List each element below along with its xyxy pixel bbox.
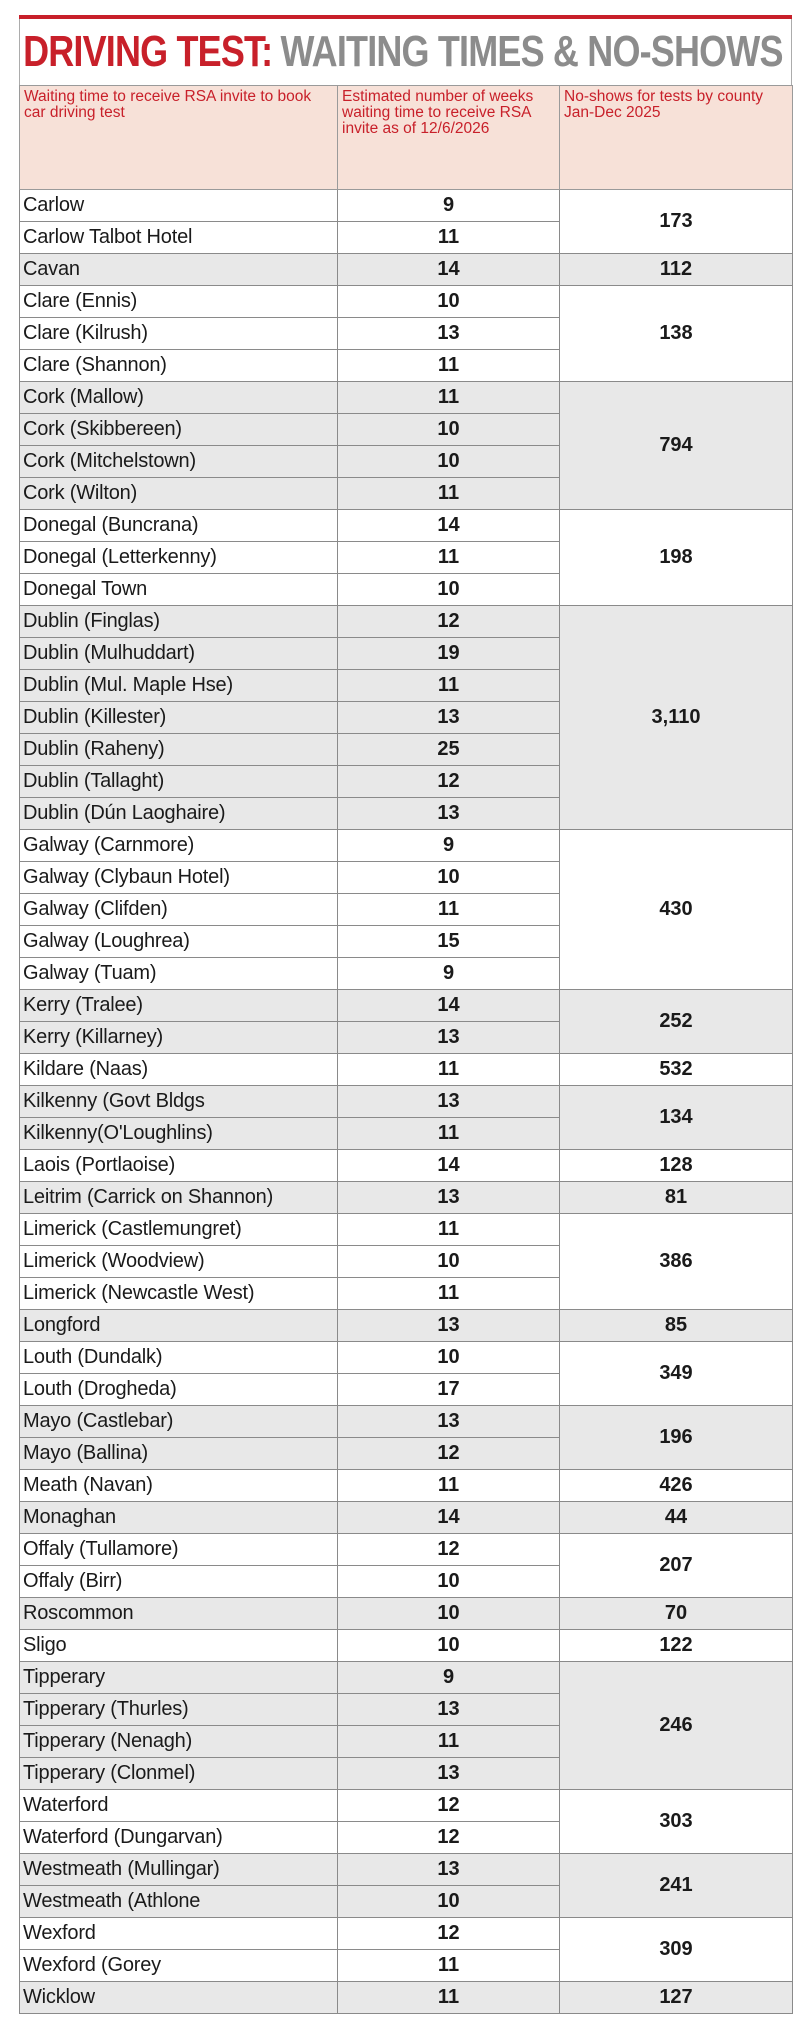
test-centre-name: Westmeath (Mullingar)	[20, 1854, 338, 1886]
county-no-shows-value: 44	[560, 1502, 793, 1534]
test-centre-name: Dublin (Tallaght)	[20, 766, 338, 798]
weeks-waiting-value: 25	[338, 734, 560, 766]
test-centre-name: Clare (Kilrush)	[20, 318, 338, 350]
county-no-shows-value: 430	[560, 830, 793, 990]
test-centre-name: Kilkenny (Govt Bldgs	[20, 1086, 338, 1118]
test-centre-name: Wexford	[20, 1918, 338, 1950]
test-centre-name: Galway (Clybaun Hotel)	[20, 862, 338, 894]
county-no-shows-value: 198	[560, 510, 793, 606]
weeks-waiting-value: 10	[338, 1886, 560, 1918]
test-centre-name: Limerick (Woodview)	[20, 1246, 338, 1278]
weeks-waiting-value: 11	[338, 382, 560, 414]
county-no-shows-value: 196	[560, 1406, 793, 1470]
county-no-shows-value: 81	[560, 1182, 793, 1214]
table-row	[20, 1534, 793, 1566]
county-no-shows-value: 532	[560, 1054, 793, 1086]
table-row	[20, 830, 793, 862]
test-centre-name: Dublin (Dún Laoghaire)	[20, 798, 338, 830]
title-highlight: DRIVING TEST:	[23, 27, 273, 76]
table-row	[20, 1982, 793, 2014]
table-row	[20, 990, 793, 1022]
test-centre-name: Sligo	[20, 1630, 338, 1662]
test-centre-name: Tipperary (Clonmel)	[20, 1758, 338, 1790]
table-row	[20, 1854, 793, 1886]
county-no-shows-value: 122	[560, 1630, 793, 1662]
test-centre-name: Galway (Tuam)	[20, 958, 338, 990]
header-row	[20, 86, 793, 190]
weeks-waiting-value: 13	[338, 1406, 560, 1438]
county-no-shows-value: 112	[560, 254, 793, 286]
test-centre-name: Tipperary	[20, 1662, 338, 1694]
test-centre-name: Cork (Mitchelstown)	[20, 446, 338, 478]
weeks-waiting-value: 14	[338, 990, 560, 1022]
weeks-waiting-value: 19	[338, 638, 560, 670]
county-no-shows-value: 309	[560, 1918, 793, 1982]
weeks-waiting-value: 17	[338, 1374, 560, 1406]
weeks-waiting-value: 10	[338, 1566, 560, 1598]
test-centre-name: Donegal Town	[20, 574, 338, 606]
test-centre-name: Wexford (Gorey	[20, 1950, 338, 1982]
test-centre-name: Dublin (Raheny)	[20, 734, 338, 766]
test-centre-name: Kerry (Killarney)	[20, 1022, 338, 1054]
weeks-waiting-value: 15	[338, 926, 560, 958]
table-row	[20, 1342, 793, 1374]
weeks-waiting-value: 9	[338, 190, 560, 222]
weeks-waiting-value: 11	[338, 1982, 560, 2014]
weeks-waiting-value: 12	[338, 1918, 560, 1950]
test-centre-name: Meath (Navan)	[20, 1470, 338, 1502]
test-centre-name: Carlow Talbot Hotel	[20, 222, 338, 254]
table-row	[20, 1054, 793, 1086]
table-row	[20, 1630, 793, 1662]
weeks-waiting-value: 10	[338, 1598, 560, 1630]
weeks-waiting-value: 11	[338, 350, 560, 382]
test-centre-name: Donegal (Buncrana)	[20, 510, 338, 542]
table-row	[20, 1406, 793, 1438]
test-centre-name: Dublin (Finglas)	[20, 606, 338, 638]
test-centre-name: Kildare (Naas)	[20, 1054, 338, 1086]
weeks-waiting-value: 11	[338, 670, 560, 702]
table-row	[20, 1214, 793, 1246]
weeks-waiting-value: 10	[338, 1342, 560, 1374]
weeks-waiting-value: 13	[338, 1310, 560, 1342]
weeks-waiting-value: 12	[338, 766, 560, 798]
test-centre-name: Clare (Shannon)	[20, 350, 338, 382]
test-centre-name: Kerry (Tralee)	[20, 990, 338, 1022]
test-centre-name: Waterford (Dungarvan)	[20, 1822, 338, 1854]
county-no-shows-value: 252	[560, 990, 793, 1054]
weeks-waiting-value: 12	[338, 1438, 560, 1470]
county-no-shows-value: 246	[560, 1662, 793, 1790]
weeks-waiting-value: 14	[338, 510, 560, 542]
test-centre-name: Tipperary (Thurles)	[20, 1694, 338, 1726]
test-centre-name: Limerick (Castlemungret)	[20, 1214, 338, 1246]
weeks-waiting-value: 12	[338, 1822, 560, 1854]
waiting-times-table	[19, 85, 793, 2014]
table-row	[20, 1470, 793, 1502]
county-no-shows-value: 386	[560, 1214, 793, 1310]
weeks-waiting-value: 11	[338, 1950, 560, 1982]
table-body	[20, 190, 793, 2014]
weeks-waiting-value: 12	[338, 606, 560, 638]
test-centre-name: Clare (Ennis)	[20, 286, 338, 318]
weeks-waiting-value: 11	[338, 1726, 560, 1758]
weeks-waiting-value: 13	[338, 798, 560, 830]
test-centre-name: Mayo (Castlebar)	[20, 1406, 338, 1438]
header-no-shows: No-shows for tests by county Jan-Dec 2025	[560, 86, 793, 190]
test-centre-name: Louth (Drogheda)	[20, 1374, 338, 1406]
weeks-waiting-value: 10	[338, 574, 560, 606]
test-centre-name: Carlow	[20, 190, 338, 222]
test-centre-name: Dublin (Mul. Maple Hse)	[20, 670, 338, 702]
infographic	[19, 15, 792, 2014]
test-centre-name: Laois (Portlaoise)	[20, 1150, 338, 1182]
table-row	[20, 1598, 793, 1630]
county-no-shows-value: 3,110	[560, 606, 793, 830]
weeks-waiting-value: 9	[338, 830, 560, 862]
header-weeks-waiting: Estimated number of weeks waiting time to receive RSA invite as of 12/6/2026	[338, 86, 560, 190]
weeks-waiting-value: 13	[338, 1854, 560, 1886]
county-no-shows-value: 303	[560, 1790, 793, 1854]
test-centre-name: Monaghan	[20, 1502, 338, 1534]
county-no-shows-value: 207	[560, 1534, 793, 1598]
page-title	[19, 19, 792, 85]
weeks-waiting-value: 10	[338, 446, 560, 478]
test-centre-name: Cork (Mallow)	[20, 382, 338, 414]
weeks-waiting-value: 12	[338, 1790, 560, 1822]
weeks-waiting-value: 10	[338, 1630, 560, 1662]
table-row	[20, 1150, 793, 1182]
table-row	[20, 1086, 793, 1118]
table-header	[20, 86, 793, 190]
test-centre-name: Limerick (Newcastle West)	[20, 1278, 338, 1310]
table-row	[20, 1918, 793, 1950]
test-centre-name: Louth (Dundalk)	[20, 1342, 338, 1374]
test-centre-name: Cork (Skibbereen)	[20, 414, 338, 446]
test-centre-name: Kilkenny(O'Loughlins)	[20, 1118, 338, 1150]
weeks-waiting-value: 11	[338, 1470, 560, 1502]
weeks-waiting-value: 10	[338, 1246, 560, 1278]
weeks-waiting-value: 10	[338, 414, 560, 446]
county-no-shows-value: 134	[560, 1086, 793, 1150]
table-row	[20, 254, 793, 286]
county-no-shows-value: 426	[560, 1470, 793, 1502]
weeks-waiting-value: 13	[338, 1182, 560, 1214]
test-centre-name: Galway (Carnmore)	[20, 830, 338, 862]
weeks-waiting-value: 10	[338, 286, 560, 318]
county-no-shows-value: 138	[560, 286, 793, 382]
weeks-waiting-value: 11	[338, 1214, 560, 1246]
county-no-shows-value: 85	[560, 1310, 793, 1342]
weeks-waiting-value: 11	[338, 1118, 560, 1150]
table-row	[20, 1310, 793, 1342]
county-no-shows-value: 241	[560, 1854, 793, 1918]
table-row	[20, 1182, 793, 1214]
test-centre-name: Dublin (Mulhuddart)	[20, 638, 338, 670]
weeks-waiting-value: 12	[338, 1534, 560, 1566]
test-centre-name: Galway (Loughrea)	[20, 926, 338, 958]
test-centre-name: Cork (Wilton)	[20, 478, 338, 510]
test-centre-name: Mayo (Ballina)	[20, 1438, 338, 1470]
table-row	[20, 1662, 793, 1694]
test-centre-name: Longford	[20, 1310, 338, 1342]
weeks-waiting-value: 9	[338, 958, 560, 990]
table-row	[20, 510, 793, 542]
weeks-waiting-value: 13	[338, 318, 560, 350]
test-centre-name: Galway (Clifden)	[20, 894, 338, 926]
weeks-waiting-value: 10	[338, 862, 560, 894]
weeks-waiting-value: 14	[338, 254, 560, 286]
weeks-waiting-value: 14	[338, 1150, 560, 1182]
county-no-shows-value: 349	[560, 1342, 793, 1406]
test-centre-name: Roscommon	[20, 1598, 338, 1630]
weeks-waiting-value: 9	[338, 1662, 560, 1694]
weeks-waiting-value: 13	[338, 1022, 560, 1054]
test-centre-name: Cavan	[20, 254, 338, 286]
county-no-shows-value: 70	[560, 1598, 793, 1630]
weeks-waiting-value: 11	[338, 1054, 560, 1086]
title-rest: WAITING TIMES & NO-SHOWS	[280, 27, 783, 76]
table-row	[20, 1502, 793, 1534]
table-row	[20, 606, 793, 638]
weeks-waiting-value: 11	[338, 894, 560, 926]
county-no-shows-value: 128	[560, 1150, 793, 1182]
test-centre-name: Dublin (Killester)	[20, 702, 338, 734]
county-no-shows-value: 173	[560, 190, 793, 254]
table-row	[20, 382, 793, 414]
weeks-waiting-value: 11	[338, 478, 560, 510]
weeks-waiting-value: 13	[338, 1086, 560, 1118]
table-row	[20, 190, 793, 222]
header-test-centre: Waiting time to receive RSA invite to book car driving test	[20, 86, 338, 190]
test-centre-name: Leitrim (Carrick on Shannon)	[20, 1182, 338, 1214]
test-centre-name: Offaly (Birr)	[20, 1566, 338, 1598]
county-no-shows-value: 794	[560, 382, 793, 510]
test-centre-name: Offaly (Tullamore)	[20, 1534, 338, 1566]
table-row	[20, 1790, 793, 1822]
weeks-waiting-value: 11	[338, 1278, 560, 1310]
table-row	[20, 286, 793, 318]
test-centre-name: Tipperary (Nenagh)	[20, 1726, 338, 1758]
test-centre-name: Waterford	[20, 1790, 338, 1822]
test-centre-name: Wicklow	[20, 1982, 338, 2014]
weeks-waiting-value: 13	[338, 1694, 560, 1726]
weeks-waiting-value: 11	[338, 542, 560, 574]
weeks-waiting-value: 13	[338, 1758, 560, 1790]
county-no-shows-value: 127	[560, 1982, 793, 2014]
test-centre-name: Westmeath (Athlone	[20, 1886, 338, 1918]
weeks-waiting-value: 11	[338, 222, 560, 254]
weeks-waiting-value: 14	[338, 1502, 560, 1534]
test-centre-name: Donegal (Letterkenny)	[20, 542, 338, 574]
weeks-waiting-value: 13	[338, 702, 560, 734]
